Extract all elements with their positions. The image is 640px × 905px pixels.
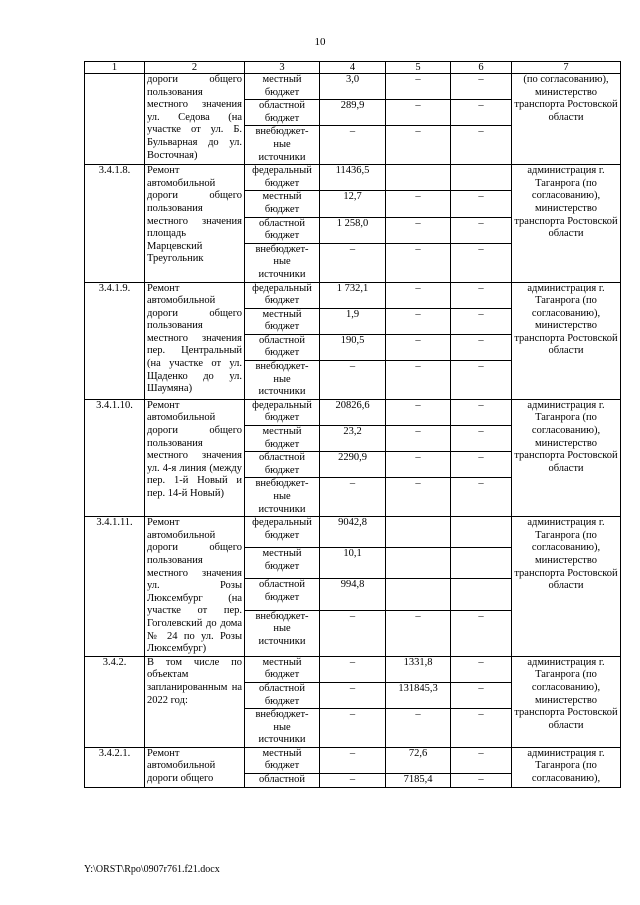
responsible-party: (по согласованию), министерство транспорта Ростовской области <box>512 74 621 165</box>
item-name: Ремонт автомобильной дороги общего <box>145 747 245 787</box>
value-col4: 12,7 <box>320 191 386 217</box>
value-col4: 23,2 <box>320 426 386 452</box>
value-col6: – <box>451 774 512 788</box>
value-col5: – <box>386 709 451 748</box>
value-col5: 7185,4 <box>386 774 451 788</box>
value-col6: – <box>451 217 512 243</box>
value-col5: – <box>386 426 451 452</box>
header-cell: 7 <box>512 62 621 74</box>
responsible-party: администрация г. Таганрога (по согласованию), министерство транспорта Ростовской области <box>512 282 621 399</box>
value-col4: – <box>320 610 386 656</box>
item-number: 3.4.1.10. <box>85 399 145 516</box>
table-row <box>85 282 621 308</box>
value-col5: – <box>386 361 451 400</box>
value-col6: – <box>451 747 512 773</box>
funding-source: внебюджет- ные источники <box>245 361 320 400</box>
value-col6: – <box>451 399 512 425</box>
funding-source: местный бюджет <box>245 548 320 579</box>
funding-source: местный бюджет <box>245 656 320 682</box>
value-col4: 3,0 <box>320 74 386 100</box>
funding-source: местный бюджет <box>245 426 320 452</box>
responsible-party: администрация г. Таганрога (по согласованию), <box>512 747 621 787</box>
funding-source: местный бюджет <box>245 74 320 100</box>
value-col4: 994,8 <box>320 579 386 610</box>
table-row <box>85 74 621 100</box>
item-number: 3.4.1.11. <box>85 517 145 657</box>
value-col4: – <box>320 774 386 788</box>
header-cell: 3 <box>245 62 320 74</box>
item-number: 3.4.2. <box>85 656 145 747</box>
value-col5 <box>386 548 451 579</box>
value-col5: 1331,8 <box>386 656 451 682</box>
responsible-party: администрация г. Таганрога (по согласованию), министерство транспорта Ростовской области <box>512 656 621 747</box>
value-col6: – <box>451 610 512 656</box>
value-col4: 11436,5 <box>320 165 386 191</box>
item-number: 3.4.1.9. <box>85 282 145 399</box>
value-col5: – <box>386 334 451 360</box>
funding-source: местный бюджет <box>245 308 320 334</box>
funding-source: внебюджет- ные источники <box>245 126 320 165</box>
table-row <box>85 747 621 773</box>
responsible-party: администрация г. Таганрога (по согласованию), министерство транспорта Ростовской области <box>512 399 621 516</box>
value-col6: – <box>451 191 512 217</box>
funding-source: областной бюджет <box>245 100 320 126</box>
value-col6 <box>451 579 512 610</box>
value-col4: 1 732,1 <box>320 282 386 308</box>
table-row <box>85 165 621 191</box>
funding-source: областной <box>245 774 320 788</box>
funding-source: внебюджет- ные источники <box>245 610 320 656</box>
value-col5: – <box>386 243 451 282</box>
header-cell: 6 <box>451 62 512 74</box>
value-col4: 9042,8 <box>320 517 386 548</box>
funding-source: внебюджет- ные источники <box>245 709 320 748</box>
funding-source: областной бюджет <box>245 452 320 478</box>
table-row <box>85 656 621 682</box>
funding-source: областной бюджет <box>245 682 320 708</box>
value-col4: – <box>320 709 386 748</box>
funding-source: областной бюджет <box>245 579 320 610</box>
value-col6: – <box>451 656 512 682</box>
header-cell: 1 <box>85 62 145 74</box>
value-col6: – <box>451 426 512 452</box>
value-col6: – <box>451 478 512 517</box>
value-col6: – <box>451 100 512 126</box>
value-col5: – <box>386 452 451 478</box>
item-number: 3.4.2.1. <box>85 747 145 787</box>
funding-source: областной бюджет <box>245 217 320 243</box>
value-col4: – <box>320 747 386 773</box>
value-col4: 20826,6 <box>320 399 386 425</box>
value-col5: – <box>386 191 451 217</box>
value-col5: 131845,3 <box>386 682 451 708</box>
item-name: Ремонт автомобильной дороги общего пользования местного значения ул. Розы Люксембург (на участке от пер. Гоголевский до дома № 24 по ул. Розы Люксембург) <box>145 517 245 657</box>
table-row <box>85 517 621 548</box>
value-col6: – <box>451 243 512 282</box>
value-col6: – <box>451 126 512 165</box>
funding-source: внебюджет- ные источники <box>245 478 320 517</box>
funding-source: федеральный бюджет <box>245 282 320 308</box>
value-col5: – <box>386 74 451 100</box>
value-col6: – <box>451 282 512 308</box>
value-col5 <box>386 579 451 610</box>
header-cell: 4 <box>320 62 386 74</box>
page-number: 10 <box>314 36 326 48</box>
value-col4: 2290,9 <box>320 452 386 478</box>
item-number <box>85 74 145 165</box>
value-col6 <box>451 165 512 191</box>
item-number: 3.4.1.8. <box>85 165 145 282</box>
value-col5: – <box>386 217 451 243</box>
value-col5: – <box>386 399 451 425</box>
funding-source: федеральный бюджет <box>245 517 320 548</box>
value-col5: – <box>386 282 451 308</box>
value-col4: – <box>320 361 386 400</box>
header-cell: 2 <box>145 62 245 74</box>
value-col4: 1 258,0 <box>320 217 386 243</box>
value-col6 <box>451 517 512 548</box>
value-col4: 289,9 <box>320 100 386 126</box>
value-col4: – <box>320 656 386 682</box>
value-col5 <box>386 165 451 191</box>
value-col4: 10,1 <box>320 548 386 579</box>
funding-source: местный бюджет <box>245 747 320 773</box>
value-col6: – <box>451 334 512 360</box>
value-col6: – <box>451 682 512 708</box>
value-col5: – <box>386 308 451 334</box>
value-col4: – <box>320 243 386 282</box>
funding-source: областной бюджет <box>245 334 320 360</box>
value-col4: 190,5 <box>320 334 386 360</box>
value-col5: – <box>386 126 451 165</box>
value-col5 <box>386 517 451 548</box>
responsible-party: администрация г. Таганрога (по согласованию), министерство транспорта Ростовской области <box>512 517 621 657</box>
funding-source: внебюджет- ные источники <box>245 243 320 282</box>
value-col5: 72,6 <box>386 747 451 773</box>
value-col5: – <box>386 478 451 517</box>
file-path-footer: Y:\ORST\Rpo\0907r761.f21.docx <box>84 864 220 875</box>
value-col5: – <box>386 100 451 126</box>
value-col6: – <box>451 361 512 400</box>
value-col6: – <box>451 709 512 748</box>
responsible-party: администрация г. Таганрога (по согласованию), министерство транспорта Ростовской области <box>512 165 621 282</box>
table-row <box>85 399 621 425</box>
item-name: Ремонт автомобильной дороги общего пользования местного значения пер. Центральный (на участке от ул. Щаденко до ул. Шаумяна) <box>145 282 245 399</box>
funding-source: местный бюджет <box>245 191 320 217</box>
item-name: В том числе по объектам запланированным на 2022 год: <box>145 656 245 747</box>
funding-source: федеральный бюджет <box>245 399 320 425</box>
item-name: Ремонт автомобильной дороги общего пользования местного значения ул. 4-я линия (между пер. 1-й Новый и пер. 14-й Новый) <box>145 399 245 516</box>
value-col4: – <box>320 478 386 517</box>
value-col6: – <box>451 308 512 334</box>
item-name: дороги общего пользования местного значения ул. Седова (на участке от ул. Б. Бульварная до ул. Восточная) <box>145 74 245 165</box>
value-col5: – <box>386 610 451 656</box>
item-name: Ремонт автомобильной дороги общего пользования местного значения площадь Марцевский Треугольник <box>145 165 245 282</box>
value-col6: – <box>451 74 512 100</box>
header-row <box>85 62 621 74</box>
value-col6 <box>451 548 512 579</box>
data-table <box>84 61 621 788</box>
value-col4: – <box>320 682 386 708</box>
value-col4: – <box>320 126 386 165</box>
value-col6: – <box>451 452 512 478</box>
value-col4: 1,9 <box>320 308 386 334</box>
header-cell: 5 <box>386 62 451 74</box>
funding-source: федеральный бюджет <box>245 165 320 191</box>
